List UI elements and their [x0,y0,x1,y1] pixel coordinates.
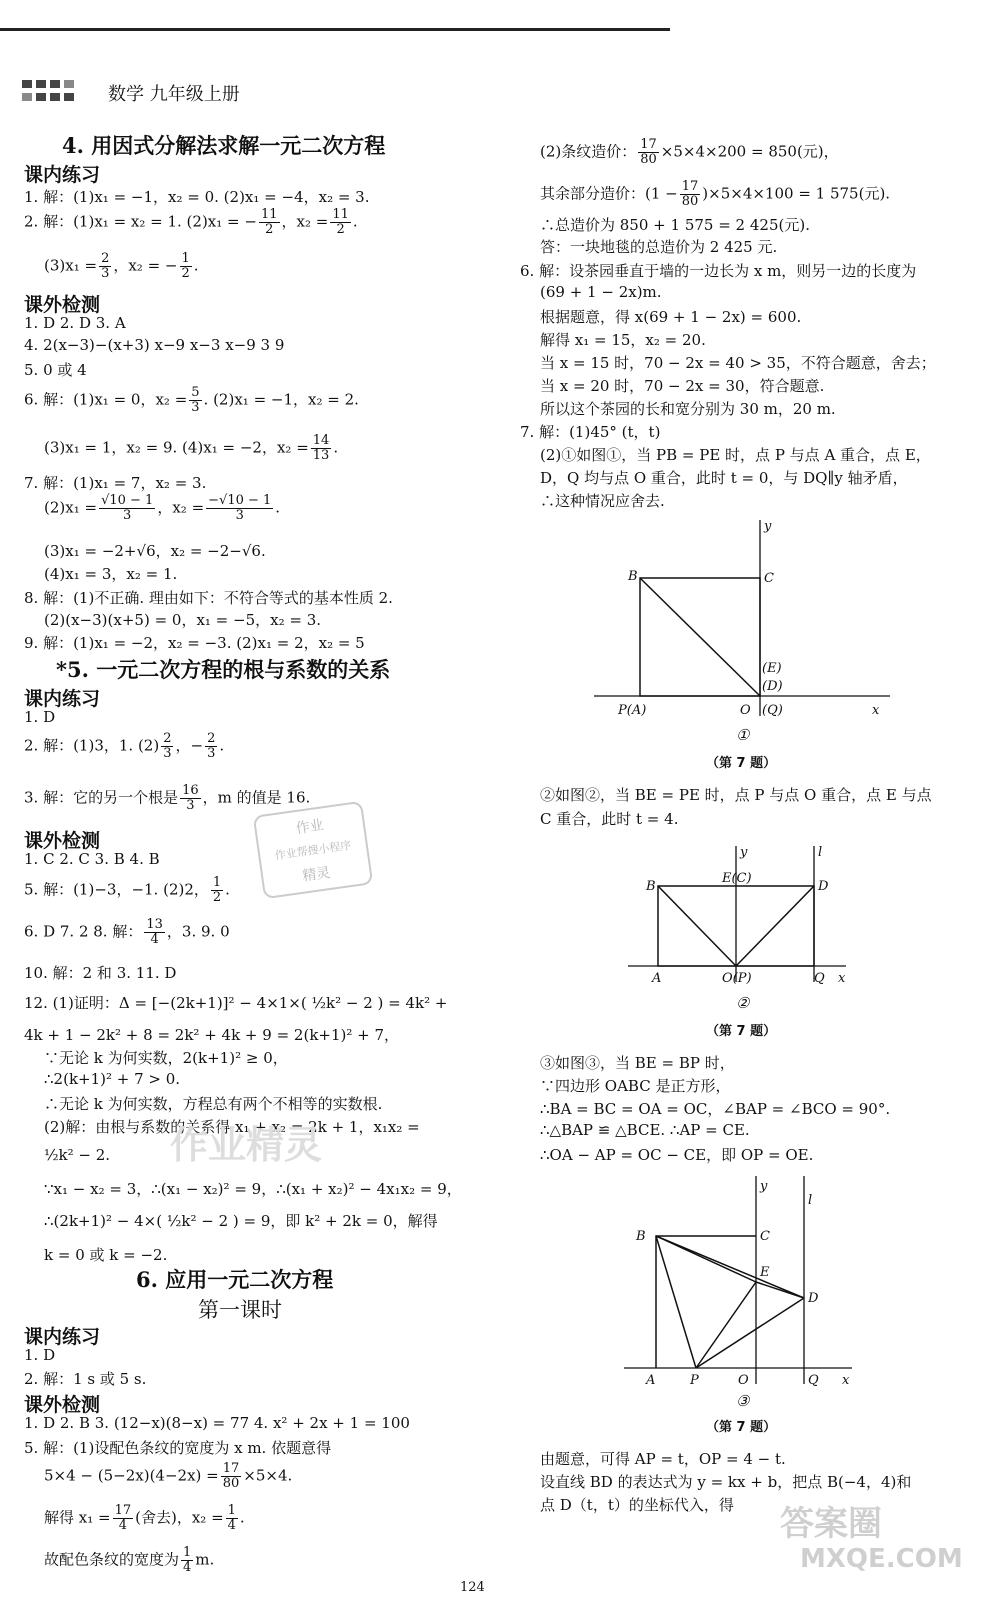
r-line: 当 x = 15 时，70 − 2x = 40 > 35，不符合题意，舍去； [540,354,936,372]
s4-line: (2)(x−3)(x+5) = 0，x₁ = −5，x₂ = 3. [44,611,322,629]
r-line: 当 x = 20 时，70 − 2x = 30，符合题意. [540,377,825,395]
header-logo [22,80,80,104]
fig2-label-d: D [818,879,829,894]
s5-line: ∴(2k+1)² − 4×( ½k² − 2 ) = 9，即 k² + 2k = 0，解得 [44,1212,438,1230]
s5-line: 1. C 2. C 3. B 4. B [24,850,160,868]
s5-line: ½k² − 2. [44,1146,111,1164]
fig1-label-x: x [872,703,880,718]
s5-line: 12. (1)证明：Δ = [−(2k+1)]² − 4×1×( ½k² − 2 ) = 4k² + [24,994,448,1012]
fig1-label-c: C [764,571,774,586]
fig3-label-x: x [842,1373,850,1388]
r-line: ∴BA = BC = OA = OC，∠BAP = ∠BCO = 90°. [540,1100,891,1118]
fig3-caption: （第 7 题） [706,1420,777,1435]
s6-line: 5×4 − (5−2x)(4−2x) = $\frac{17}{80}$ ×5×4. [44,1461,293,1491]
r-line: (2)①如图①，当 PB = PE 时，点 P 与点 A 重合，点 E， [540,446,931,464]
figure-1 [590,516,910,728]
s4-line: 1. 解：(1)x₁ = −1，x₂ = 0. (2)x₁ = −4，x₂ = 3. [24,188,370,206]
s5-line: ∴2(k+1)² + 7 > 0. [44,1070,181,1088]
s4-line: 5. 0 或 4 [24,361,87,379]
s4-line: (3)x₁ = 1，x₂ = 9. (4)x₁ = −2，x₂ = $\frac{14}{13}$ . [44,433,339,463]
s5-line: 5. 解：(1)−3，−1. (2)2， $\frac{1}{2}$ . [24,875,230,905]
s5-line: 6. D 7. 2 8. 解： $\frac{13}{4}$ ，3. 9. 0 [24,917,230,947]
s6-in-class-heading: 课内练习 [24,1326,101,1348]
r-line: 7. 解：(1)45° (t，t) [520,423,661,441]
fig3-label-c: C [760,1229,770,1244]
s4-line: 8. 解：(1)不正确. 理由如下：不符合等式的基本性质 2. [24,589,393,607]
s5-line: 4k + 1 − 2k² + 8 = 2k² + 4k + 9 = 2(k+1)² + 7， [24,1026,400,1044]
figure-3 [620,1172,870,1392]
section-5-title: *5. 一元二次方程的根与系数的关系 [56,657,391,682]
figure-2 [624,842,864,992]
s4-line: (4)x₁ = 3，x₂ = 1. [44,565,178,583]
r-line: 点 D（t，t）的坐标代入，得 [540,1496,734,1514]
s4-line: (2)x₁ = $\frac{√10 - 1}{3}$ ，x₂ = $\frac{-√10 - 1}{3}$ . [44,493,281,523]
fig1-label-q: (Q) [762,703,783,718]
s4-line: 2. 解：(1)x₁ = x₂ = 1. (2)x₁ = − $\frac{11}{2}$ ，x₂ = $\frac{11}{2}$ . [24,207,358,237]
r-line: 其余部分造价：(1 − $\frac{17}{80}$ )×5×4×100 = 1 575(元). [540,179,891,209]
fig3-number: ③ [736,1392,750,1410]
fig3-label-l: l [808,1193,813,1208]
fig2-label-a: A [652,971,662,986]
fig2-number: ② [736,994,750,1012]
fig1-number: ① [736,726,750,744]
s6-after-class-heading: 课外检测 [24,1394,101,1416]
fig3-label-q: Q [808,1373,819,1388]
r-line: ③如图③，当 BE = BP 时， [540,1054,735,1072]
s4-line: 1. D 2. D 3. A [24,314,126,332]
watermark-url: MXQE.COM [800,1544,963,1574]
s6-line: 1. D [24,1346,56,1364]
r-line: C 重合，此时 t = 4. [540,810,679,828]
section-6-subtitle: 第一课时 [198,1298,282,1322]
fig3-label-o: O [738,1373,749,1388]
header-title: 数学 九年级上册 [108,84,240,105]
fig2-label-x: x [838,971,846,986]
fig2-label-op: O(P) [722,971,752,986]
fig2-caption: （第 7 题） [706,1024,777,1039]
top-rule [0,28,670,31]
s6-line: 5. 解：(1)设配色条纹的宽度为 x m. 依题意得 [24,1439,332,1457]
fig2-label-ec: E(C) [722,871,752,886]
fig2-label-y: y [740,845,748,860]
section-6-title: 6. 应用一元二次方程 [136,1267,334,1292]
r-line: 6. 解：设茶园垂直于墙的一边长为 x m，则另一边的长度为 [520,262,917,280]
s5-line: 3. 解：它的另一个根是 $\frac{16}{3}$ ，m 的值是 16. [24,783,311,813]
r-line: 设直线 BD 的表达式为 y = kx + b，把点 B(−4，4)和 [540,1473,912,1491]
r-line: 答：一块地毯的总造价为 2 425 元. [540,238,778,256]
s5-line: (2)解：由根与系数的关系得 x₁ + x₂ = 2k + 1，x₁x₂ = [44,1118,420,1136]
s6-line: 2. 解：1 s 或 5 s. [24,1370,147,1388]
s5-line: 10. 解：2 和 3. 11. D [24,964,177,982]
s4-after-class-heading: 课外检测 [24,294,101,316]
r-line: (69 + 1 − 2x)m. [540,283,662,301]
fig2-label-q: Q [814,971,825,986]
fig1-label-d: (D) [762,679,783,694]
r-line: 由题意，可得 AP = t，OP = 4 − t. [540,1450,786,1468]
s5-line: 2. 解：(1)3，1. (2) $\frac{2}{3}$ ，− $\frac{2}{3}$ . [24,731,225,761]
r-line: ∵四边形 OABC 是正方形， [540,1077,731,1095]
r-line: D，Q 均与点 O 重合，此时 t = 0，与 DQ∥y 轴矛盾， [540,469,908,487]
s5-line: ∵x₁ − x₂ = 3，∴(x₁ − x₂)² = 9，∴(x₁ + x₂)² − 4x₁x₂ = 9， [44,1180,462,1198]
s6-line: 1. D 2. B 3. (12−x)(8−x) = 77 4. x² + 2x + 1 = 100 [24,1414,410,1432]
fig3-label-b: B [636,1229,646,1244]
s5-line: 1. D [24,708,56,726]
page-number: 124 [460,1580,485,1595]
fig3-label-a: A [646,1373,656,1388]
s5-in-class-heading: 课内练习 [24,688,101,710]
s4-line: 9. 解：(1)x₁ = −2，x₂ = −3. (2)x₁ = 2，x₂ = 5 [24,634,365,652]
s4-line: 6. 解：(1)x₁ = 0，x₂ = $\frac{5}{3}$ . (2)x₁ = −1，x₂ = 2. [24,385,359,415]
r-line: 所以这个茶园的长和宽分别为 30 m，20 m. [540,400,836,418]
fig1-label-b: B [628,569,638,584]
s5-line: k = 0 或 k = −2. [44,1246,168,1264]
section-4-title: 4. 用因式分解法求解一元二次方程 [62,133,386,158]
r-line: 解得 x₁ = 15，x₂ = 20. [540,331,706,349]
s4-in-class-heading: 课内练习 [24,164,101,186]
s4-line: 7. 解：(1)x₁ = 7，x₂ = 3. [24,474,207,492]
watermark-logo: 答案圈 [780,1504,882,1544]
watermark: 作业精灵 [170,1123,323,1167]
fig2-label-b: B [646,879,656,894]
fig3-label-e: E [760,1265,770,1280]
fig3-label-p: P [690,1373,699,1388]
fig2-label-l: l [818,845,823,860]
r-line: ∴总造价为 850 + 1 575 = 2 425(元). [540,216,810,234]
s5-after-class-heading: 课外检测 [24,830,101,852]
fig1-label-o: O [740,703,751,718]
r-line: ∴△BAP ≌ △BCE. ∴AP = CE. [540,1121,750,1139]
s6-line: 解得 x₁ = $\frac{17}{4}$ (舍去)，x₂ = $\frac{1}{4}$ . [44,1503,245,1533]
r-line: ∴OA − AP = OC − CE，即 OP = OE. [540,1146,814,1164]
s5-line: ∴无论 k 为何实数，方程总有两个不相等的实数根. [44,1095,383,1113]
fig3-label-d: D [808,1291,819,1306]
s5-line: ∵无论 k 为何实数，2(k+1)² ≥ 0， [44,1049,288,1067]
fig1-label-pa: P(A) [618,703,647,718]
s6-line: 故配色条纹的宽度为 $\frac{1}{4}$ m. [44,1545,215,1575]
r-line: (2)条纹造价： $\frac{17}{80}$ ×5×4×200 = 850(元)， [540,137,839,167]
s4-line: 4. 2(x−3)−(x+3) x−9 x−3 x−9 3 9 [24,336,285,354]
s4-line: (3)x₁ = −2+√6，x₂ = −2−√6. [44,542,266,560]
r-line: ②如图②，当 BE = PE 时，点 P 与点 O 重合，点 E 与点 [540,786,932,804]
r-line: 根据题意，得 x(69 + 1 − 2x) = 600. [540,308,802,326]
fig1-caption: （第 7 题） [706,756,777,771]
homework-stamp: 作业 作业帮搜小程序 精灵 [253,801,374,899]
fig1-label-e: (E) [762,661,782,676]
s4-line: (3)x₁ = $\frac{2}{3}$ ，x₂ = − $\frac{1}{2}$ . [44,251,199,281]
r-line: ∴这种情况应舍去. [540,492,665,510]
fig3-label-y: y [760,1179,768,1194]
fig1-label-y: y [764,519,772,534]
